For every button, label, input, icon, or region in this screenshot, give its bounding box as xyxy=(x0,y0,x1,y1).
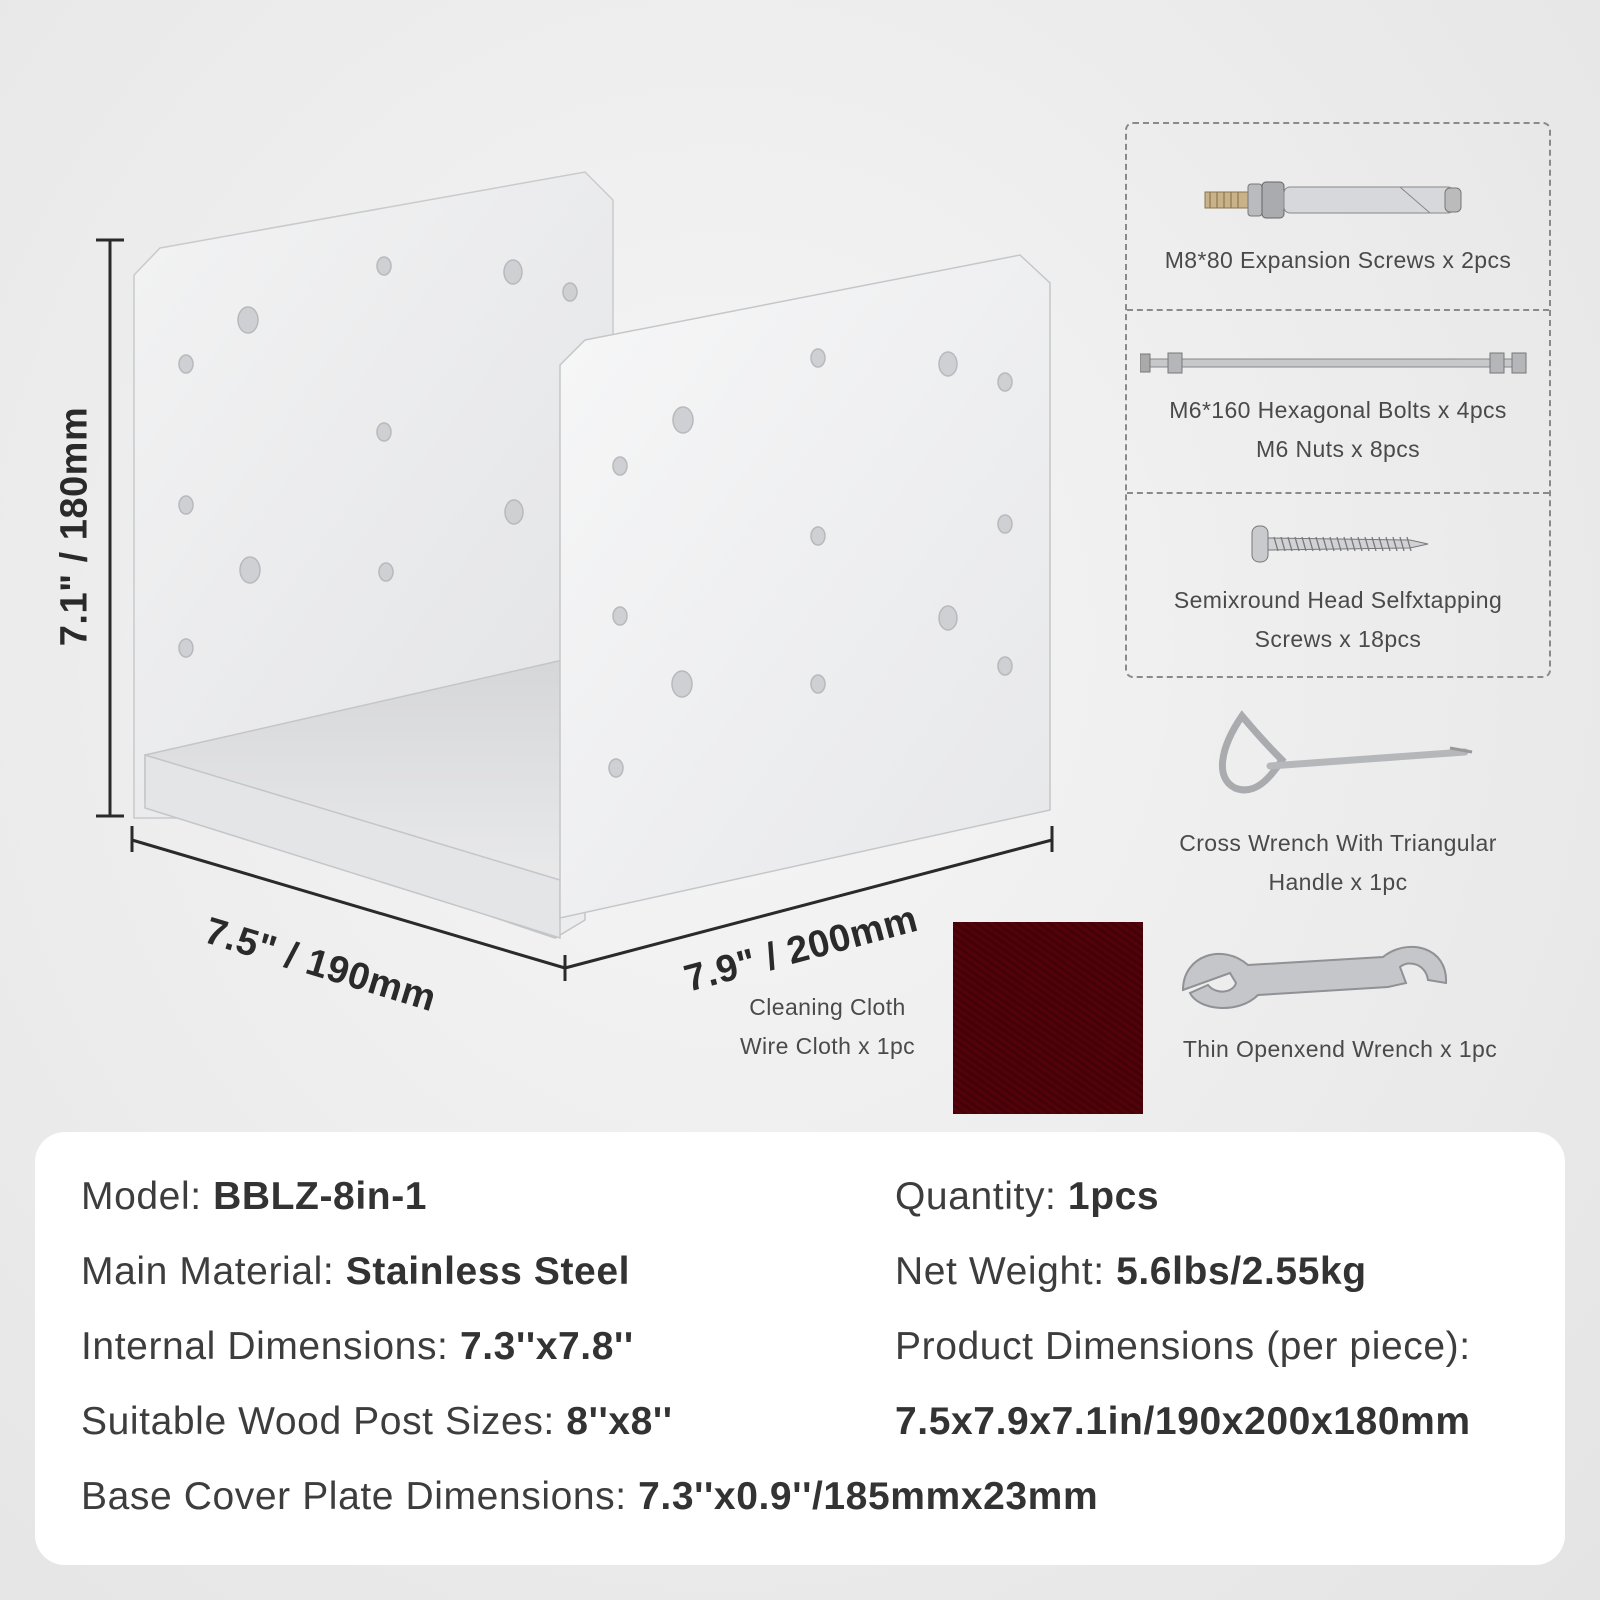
depth-dimension-label: 7.5" / 190mm xyxy=(199,910,442,1021)
accessory-caption: M8*80 Expansion Screws x 2pcs xyxy=(1164,247,1512,273)
mounting-hole xyxy=(998,373,1012,391)
mounting-hole xyxy=(811,675,825,693)
spec-product-dimensions-label: Product Dimensions (per piece): xyxy=(895,1325,1471,1368)
mounting-hole xyxy=(377,257,391,275)
spec-base-plate: Base Cover Plate Dimensions: 7.3''x0.9''/185mmx23mm xyxy=(81,1475,1099,1518)
spec-material: Main Material: Stainless Steel xyxy=(81,1250,631,1293)
mounting-hole xyxy=(179,355,193,373)
accessory-caption: Thin Openxend Wrench x 1pc xyxy=(1182,1036,1498,1062)
spec-internal-dimensions: Internal Dimensions: 7.3''x7.8'' xyxy=(81,1325,634,1368)
mounting-hole xyxy=(504,260,522,284)
mounting-hole xyxy=(179,639,193,657)
width-dimension-label: 7.9" / 200mm xyxy=(680,898,923,1001)
mounting-hole xyxy=(179,496,193,514)
mounting-hole xyxy=(939,352,957,376)
cross-wrench-icon xyxy=(1210,708,1475,798)
spec-model: Model: BBLZ-8in-1 xyxy=(81,1175,428,1218)
cleaning-pad-icon xyxy=(953,922,1143,1114)
mounting-hole xyxy=(673,407,693,433)
spec-weight: Net Weight: 5.6lbs/2.55kg xyxy=(895,1250,1367,1293)
mounting-hole xyxy=(939,606,957,630)
mounting-hole xyxy=(998,515,1012,533)
expansion-screw-icon xyxy=(1200,170,1470,230)
mounting-hole xyxy=(240,557,260,583)
divider xyxy=(1127,309,1549,311)
spec-product-dimensions-value: 7.5x7.9x7.1in/190x200x180mm xyxy=(895,1400,1471,1443)
mounting-hole xyxy=(811,349,825,367)
spec-wood-post: Suitable Wood Post Sizes: 8''x8'' xyxy=(81,1400,673,1443)
hex-bolt-icon xyxy=(1140,348,1535,378)
mounting-hole xyxy=(998,657,1012,675)
mounting-hole xyxy=(563,283,577,301)
mounting-hole xyxy=(672,671,692,697)
accessory-caption: M6*160 Hexagonal Bolts x 4pcs M6 Nuts x 8pcs xyxy=(1169,397,1507,462)
divider xyxy=(1127,492,1549,494)
accessory-caption: Cross Wrench With Triangular Handle x 1pc xyxy=(1179,830,1497,895)
mounting-hole xyxy=(377,423,391,441)
spec-quantity: Quantity: 1pcs xyxy=(895,1175,1160,1218)
mounting-hole xyxy=(379,563,393,581)
mounting-hole xyxy=(238,307,258,333)
tapping-screw-icon xyxy=(1250,522,1430,566)
mounting-hole xyxy=(609,759,623,777)
open-end-wrench-icon xyxy=(1178,935,1453,1015)
accessory-caption: Semixround Head Selfxtapping Screws x 18pcs xyxy=(1173,587,1503,652)
mounting-hole xyxy=(505,500,523,524)
mounting-hole xyxy=(613,607,627,625)
height-dimension-label: 7.1" / 180mm xyxy=(53,406,96,647)
mounting-hole xyxy=(613,457,627,475)
accessory-caption: Cleaning Cloth Wire Cloth x 1pc xyxy=(739,994,916,1059)
mounting-hole xyxy=(811,527,825,545)
